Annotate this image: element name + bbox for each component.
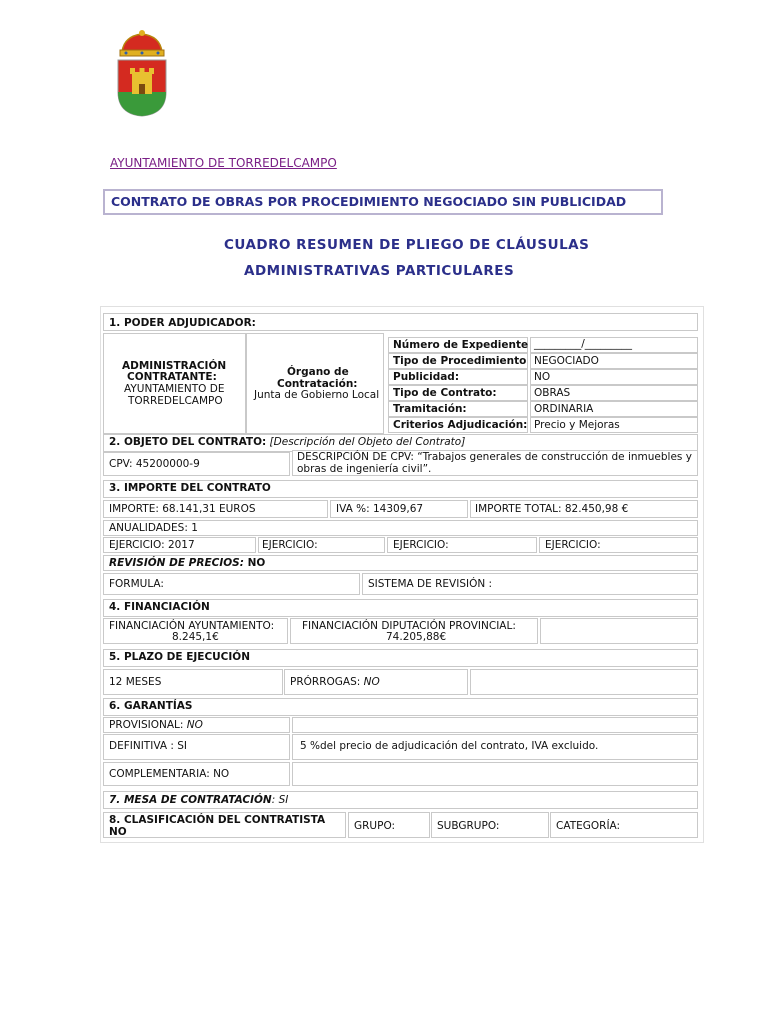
tramitacion-label: Tramitación: xyxy=(393,403,467,415)
definitiva-description: 5 %del precio de adjudicación del contrato, IVA excluido. xyxy=(300,740,599,752)
provisional-empty-cell xyxy=(292,717,698,733)
ejercicio-1: EJERCICIO: 2017 xyxy=(109,539,195,551)
subgrupo-label: SUBGRUPO: xyxy=(437,820,500,832)
section-8-value: NO xyxy=(109,826,127,838)
section-3-title: 3. IMPORTE DEL CONTRATO xyxy=(109,482,271,494)
cpv-description-line1: DESCRIPCIÓN DE CPV: “Trabajos generales de construcción de inmuebles y xyxy=(297,451,692,463)
contract-title: CONTRATO DE OBRAS POR PROCEDIMIENTO NEGOCIADO SIN PUBLICIDAD xyxy=(111,194,627,209)
criterios-label: Criterios Adjudicación: xyxy=(393,419,528,431)
tramitacion-value: ORDINARIA xyxy=(534,403,594,415)
complementaria-empty-cell xyxy=(292,762,698,786)
ejercicio-3: EJERCICIO: xyxy=(393,539,449,551)
financiacion-dip-label: FINANCIACIÓN DIPUTACIÓN PROVINCIAL: xyxy=(302,620,516,632)
importe-value: IMPORTE: 68.141,31 EUROS xyxy=(109,503,256,515)
importe-total-value: IMPORTE TOTAL: 82.450,98 € xyxy=(475,503,629,515)
section-2-subtitle: [Descripción del Objeto del Contrato] xyxy=(269,436,466,448)
provisional-label: PROVISIONAL: xyxy=(109,719,184,731)
revision-value: NO xyxy=(243,557,266,569)
section-4-title: 4. FINANCIACIÓN xyxy=(109,601,210,613)
ejercicio-2: EJERCICIO: xyxy=(262,539,318,551)
tipo-contrato-label: Tipo de Contrato: xyxy=(393,387,497,399)
organo-label-2: Contratación: xyxy=(277,378,358,390)
section-7-title: 7. MESA DE CONTRATACIÓN xyxy=(109,794,272,806)
formula-label: FORMULA: xyxy=(109,578,164,590)
summary-title-line1: CUADRO RESUMEN DE PLIEGO DE CLÁUSULAS xyxy=(224,237,590,253)
provisional-row xyxy=(109,719,203,731)
publicidad-value: NO xyxy=(534,371,551,383)
prorrogas-row xyxy=(290,676,380,688)
financiacion-ayto-label: FINANCIACIÓN AYUNTAMIENTO: xyxy=(109,620,275,632)
expediente-value: _________/_________ xyxy=(534,338,633,350)
expediente-label: Número de Expediente xyxy=(393,339,529,351)
admin-label-1: ADMINISTRACIÓN xyxy=(122,360,227,372)
prorrogas-label: PRÓRROGAS: xyxy=(290,676,361,688)
financiacion-empty-cell xyxy=(540,618,698,644)
definitiva-label: DEFINITIVA : SI xyxy=(109,740,187,752)
revision-row xyxy=(109,557,265,569)
provisional-value: NO xyxy=(183,719,203,731)
cpv-code: CPV: 45200000-9 xyxy=(109,458,200,470)
criterios-value: Precio y Mejoras xyxy=(534,419,620,431)
ejercicio-4: EJERCICIO: xyxy=(545,539,601,551)
complementaria-label: COMPLEMENTARIA: NO xyxy=(109,768,230,780)
financiacion-ayto-value: 8.245,1€ xyxy=(172,631,219,643)
section-7-value: : SI xyxy=(271,794,289,806)
categoria-label: CATEGORÍA: xyxy=(556,820,621,832)
iva-value: IVA %: 14309,67 xyxy=(336,503,424,515)
tipo-contrato-value: OBRAS xyxy=(534,387,571,399)
section-8-title: 8. CLASIFICACIÓN DEL CONTRATISTA xyxy=(109,814,326,826)
admin-value-1: AYUNTAMIENTO DE xyxy=(124,383,225,395)
section-1-title: 1. PODER ADJUDICADOR: xyxy=(109,317,256,329)
section-5-title: 5. PLAZO DE EJECUCIÓN xyxy=(109,651,251,663)
summary-title-line2: ADMINISTRATIVAS PARTICULARES xyxy=(244,263,515,279)
section-6-title: 6. GARANTÍAS xyxy=(109,700,193,712)
admin-label-2: CONTRATANTE: xyxy=(127,371,217,383)
section-7-row xyxy=(109,794,288,806)
prorrogas-value: NO xyxy=(360,676,380,688)
municipality-link[interactable]: AYUNTAMIENTO DE TORREDELCAMPO xyxy=(110,156,337,170)
coat-of-arms-icon xyxy=(112,30,172,118)
section-2-title: 2. OBJETO DEL CONTRATO: xyxy=(109,436,267,448)
organo-label-1: Órgano de xyxy=(287,366,349,378)
plazo-empty-cell xyxy=(470,669,698,695)
plazo-value: 12 MESES xyxy=(109,676,162,688)
section-2-title-row xyxy=(109,436,465,448)
admin-value-2: TORREDELCAMPO xyxy=(128,395,223,407)
organo-value: Junta de Gobierno Local xyxy=(254,389,380,401)
anualidades-value: ANUALIDADES: 1 xyxy=(109,522,198,534)
financiacion-dip-value: 74.205,88€ xyxy=(386,631,447,643)
field-value-cell xyxy=(530,369,698,385)
publicidad-label: Publicidad: xyxy=(393,371,460,383)
procedimiento-value: NEGOCIADO xyxy=(534,355,599,367)
procedimiento-label: Tipo de Procedimiento xyxy=(393,355,527,367)
revision-label: REVISIÓN DE PRECIOS: xyxy=(109,557,244,569)
sistema-label: SISTEMA DE REVISIÓN : xyxy=(368,578,493,590)
grupo-label: GRUPO: xyxy=(354,820,396,832)
cpv-description-line2: obras de ingeniería civil”. xyxy=(297,463,432,475)
